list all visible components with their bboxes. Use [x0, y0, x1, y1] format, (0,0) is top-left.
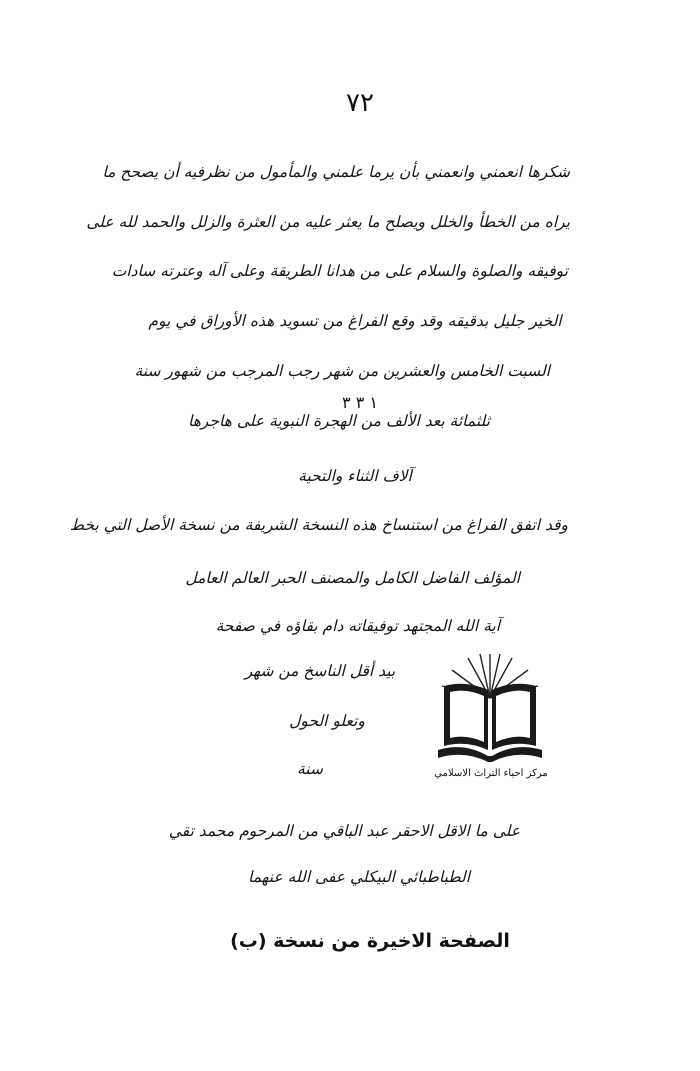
manuscript-line-5: السبت الخامس والعشرين من شهر رجب المرجب من شهور سنة [134, 362, 550, 380]
manuscript-line-12: وتعلو الحول [289, 712, 365, 730]
page-caption: الصفحة الاخيرة من نسخة (ب) [230, 930, 510, 952]
manuscript-line-8: وقد اتفق الفراغ من استنساخ هذه النسخة الشريفة من نسخة الأصل التي بخط [69, 516, 568, 534]
manuscript-line-15: الطباطبائي البيكلي عفى الله عنهما [247, 868, 471, 886]
library-stamp [430, 650, 550, 790]
manuscript-line-2: يراه من الخطأ والخلل ويصلح ما يعثر عليه من العثرة والزلل والحمد لله على [86, 213, 570, 231]
manuscript-line-7: آلاف الثناء والتحية [298, 467, 412, 485]
manuscript-line-13: سنة [297, 760, 323, 778]
manuscript-line-14: على ما الاقل الاحقر عبد الباقي من المرحوم محمد تقي [168, 822, 520, 840]
manuscript-line-9: المؤلف الفاضل الكامل والمصنف الحبر العالم العامل [185, 569, 520, 587]
page-number: ٧٢ [346, 88, 374, 118]
open-book-emblem-icon [430, 650, 550, 768]
manuscript-line-3: توفيقه والصلوة والسلام على من هدانا الطريقة وعلى آله وعترته سادات [111, 262, 568, 280]
manuscript-line-4: الخير جليل بدقيقه وقد وقع الفراغ من تسويد هذه الأوراق في يوم [148, 312, 562, 330]
hijri-year-digits: ١ ٣ ٣ [342, 393, 378, 412]
manuscript-line-10: آية الله المجتهد توفيقاته دام بقاؤه في صفحة [215, 617, 500, 635]
stamp-caption: مركز احياء التراث الاسلامي [434, 768, 548, 779]
manuscript-line-11: بيد أقل الناسخ من شهر [244, 662, 396, 680]
manuscript-line-6: ثلثمائة بعد الألف من الهجرة النبوية على هاجرها [188, 412, 490, 430]
manuscript-line-1: شكرها انعمني وانعمني بأن يرما علمني والمأمول من نظرفيه أن يصحح ما [102, 163, 570, 181]
